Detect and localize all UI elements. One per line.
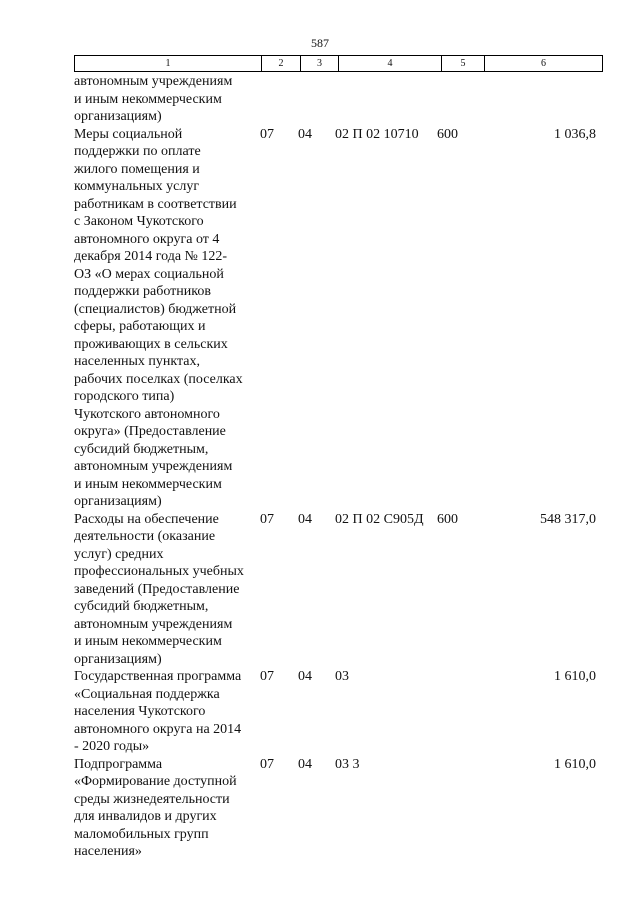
table-row <box>74 756 596 861</box>
row-description: Подпрограмма «Формирование доступной среды жизнедеятельности для инвалидов и других маломобильных групп населения» <box>74 756 237 859</box>
row-section <box>260 73 298 126</box>
row-target-code <box>335 73 437 126</box>
row-subsection: 04 <box>298 511 312 527</box>
row-amount: 1 610,0 <box>554 756 596 772</box>
page-number: 587 <box>311 36 329 50</box>
column-header-row <box>75 56 603 72</box>
row-subsection: 04 <box>298 669 312 684</box>
row-expense-type: 600 <box>437 126 458 142</box>
row-amount: 1 610,0 <box>554 669 596 684</box>
row-expense-type: 600 <box>437 511 458 527</box>
table-row <box>74 73 596 126</box>
row-section: 07 <box>260 669 274 684</box>
row-amount: 548 317,0 <box>540 511 596 527</box>
column-header-1: 1 <box>75 56 262 72</box>
table-row <box>74 511 596 669</box>
row-description: Государственная программа «Социальная поддержка населения Чукотского автономного округа на 2014 - 2020 годы» <box>74 669 242 754</box>
row-description: Расходы на обеспечение деятельности (оказание услуг) средних профессиональных учебных заведений (Предоставление субсидий бюджетным, автономным учреждениям и иным некоммерческим организациям) <box>74 511 244 667</box>
row-subsection <box>298 73 335 126</box>
row-section: 07 <box>260 126 274 142</box>
table-row <box>74 668 596 756</box>
row-section: 07 <box>260 511 274 527</box>
row-target-code: 02 П 02 10710 <box>335 126 419 142</box>
column-header-6: 6 <box>485 56 603 72</box>
row-subsection: 04 <box>298 756 312 772</box>
row-target-code: 02 П 02 С905Д <box>335 511 424 527</box>
row-expense-type <box>437 756 479 861</box>
row-subsection: 04 <box>298 126 312 142</box>
budget-table <box>74 73 596 861</box>
table-row <box>74 126 596 511</box>
row-target-code: 03 3 <box>335 756 360 772</box>
column-header-2: 2 <box>262 56 301 72</box>
row-target-code: 03 <box>335 669 349 684</box>
row-expense-type <box>437 73 479 126</box>
row-section: 07 <box>260 756 274 772</box>
row-description: автономным учреждениям и иным некоммерческим организациям) <box>74 74 233 124</box>
row-amount: 1 036,8 <box>554 126 596 142</box>
column-header-5: 5 <box>442 56 485 72</box>
row-description: Меры социальной поддержки по оплате жилого помещения и коммунальных услуг работникам в соответствии с Законом Чукотского автономного округа от 4 декабря 2014 года № 122- ОЗ «О мерах социальной поддержки работников (специалистов) бюджетной сферы, работающих и проживающих в сельских населенных пунктах, рабочих поселках (поселках городского типа) Чукотского автономного округа» (Предоставление субсидий бюджетным, автономным учреждениям и иным некоммерческим организациям) <box>74 126 243 509</box>
column-header-4: 4 <box>339 56 442 72</box>
column-header-3: 3 <box>301 56 339 72</box>
column-header-table <box>74 55 603 72</box>
row-expense-type <box>437 668 479 756</box>
row-amount <box>479 73 596 126</box>
